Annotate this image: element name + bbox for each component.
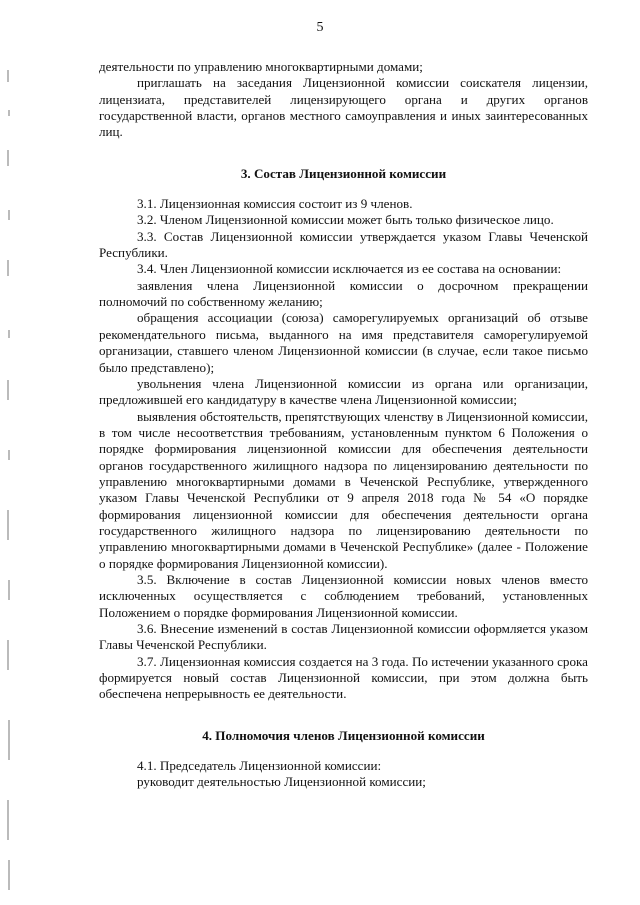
paragraph: 3.2. Членом Лицензионной комиссии может быть только физическое лицо. <box>137 212 554 228</box>
page-number: 5 <box>316 20 324 35</box>
paragraph: 3.3. Состав Лицензионной комиссии утверждается указом Главы Чеченской Республики. <box>99 228 588 261</box>
section-heading: 4. Полномочия членов Лицензионной комиссии <box>202 727 485 743</box>
paragraph: 3.5. Включение в состав Лицензионной комиссии новых членов вместо исключенных осуществляется с соблюдением требований, установленных Положением о порядке формирования Лицензионной комиссии. <box>99 571 588 620</box>
section-heading: 3. Состав Лицензионной комиссии <box>240 165 447 181</box>
paragraph: руководит деятельностью Лицензионной комиссии; <box>137 774 426 790</box>
paragraph: 3.4. Член Лицензионной комиссии исключается из ее состава на основании: <box>137 261 562 277</box>
paragraph: деятельности по управлению многоквартирными домами; <box>99 59 423 74</box>
paragraph: заявления члена Лицензионной комиссии о досрочном прекращении полномочий по собственному желанию; <box>99 277 588 310</box>
paragraph: увольнения члена Лицензионной комиссии из органа или организации, предложившей его кандидатуру в качестве члена Лицензионной комиссии; <box>99 375 588 408</box>
paragraph: выявления обстоятельств, препятствующих членству в Лицензионной комиссии, в том числе несоответствия требованиям, установленным пунктом 6 Положения о порядке формирования лицензионной комиссии для обеспечения деятельности органов государственного жилищного надзора по лицензированию деятельности по управлению многоквартирными домами в Чеченской Республике, утвержденного указом Главы Чеченской Республики от 9 апреля 2018 года № 54 «О порядке формирования лицензионной комиссии для обеспечения деятельности органа государственного жилищного надзора по лицензированию деятельности по управлению многоквартирными домами в Чеченской Республике» (далее - Положение о порядке формирования Лицензионной комиссии). <box>99 408 588 571</box>
paragraph: 4.1. Председатель Лицензионной комиссии: <box>137 758 382 774</box>
paragraph: 3.7. Лицензионная комиссия создается на 3 года. По истечении указанного срока формируется новый состав Лицензионной комиссии, при этом должна быть обеспечена непрерывность ее деятельности. <box>99 653 588 702</box>
paragraph: обращения ассоциации (союза) саморегулируемых организаций об отзыве рекомендательного письма, выданного на имя представителя саморегулируемой организации, ставшего членом Лицензионной комиссии (в случае, если такое письмо было представлено); <box>99 310 588 375</box>
scan-edge-marks <box>6 40 12 900</box>
paragraph: приглашать на заседания Лицензионной комиссии соискателя лицензии, лицензиата, представителей лицензирующего органа и других органов государственной власти, органов местного самоуправления и иных заинтересованных лиц. <box>99 75 588 140</box>
paragraph: 3.6. Внесение изменений в состав Лицензионной комиссии оформляется указом Главы Чеченской Республики. <box>99 621 588 653</box>
document-body <box>99 59 588 791</box>
paragraph: 3.1. Лицензионная комиссия состоит из 9 членов. <box>137 196 413 212</box>
